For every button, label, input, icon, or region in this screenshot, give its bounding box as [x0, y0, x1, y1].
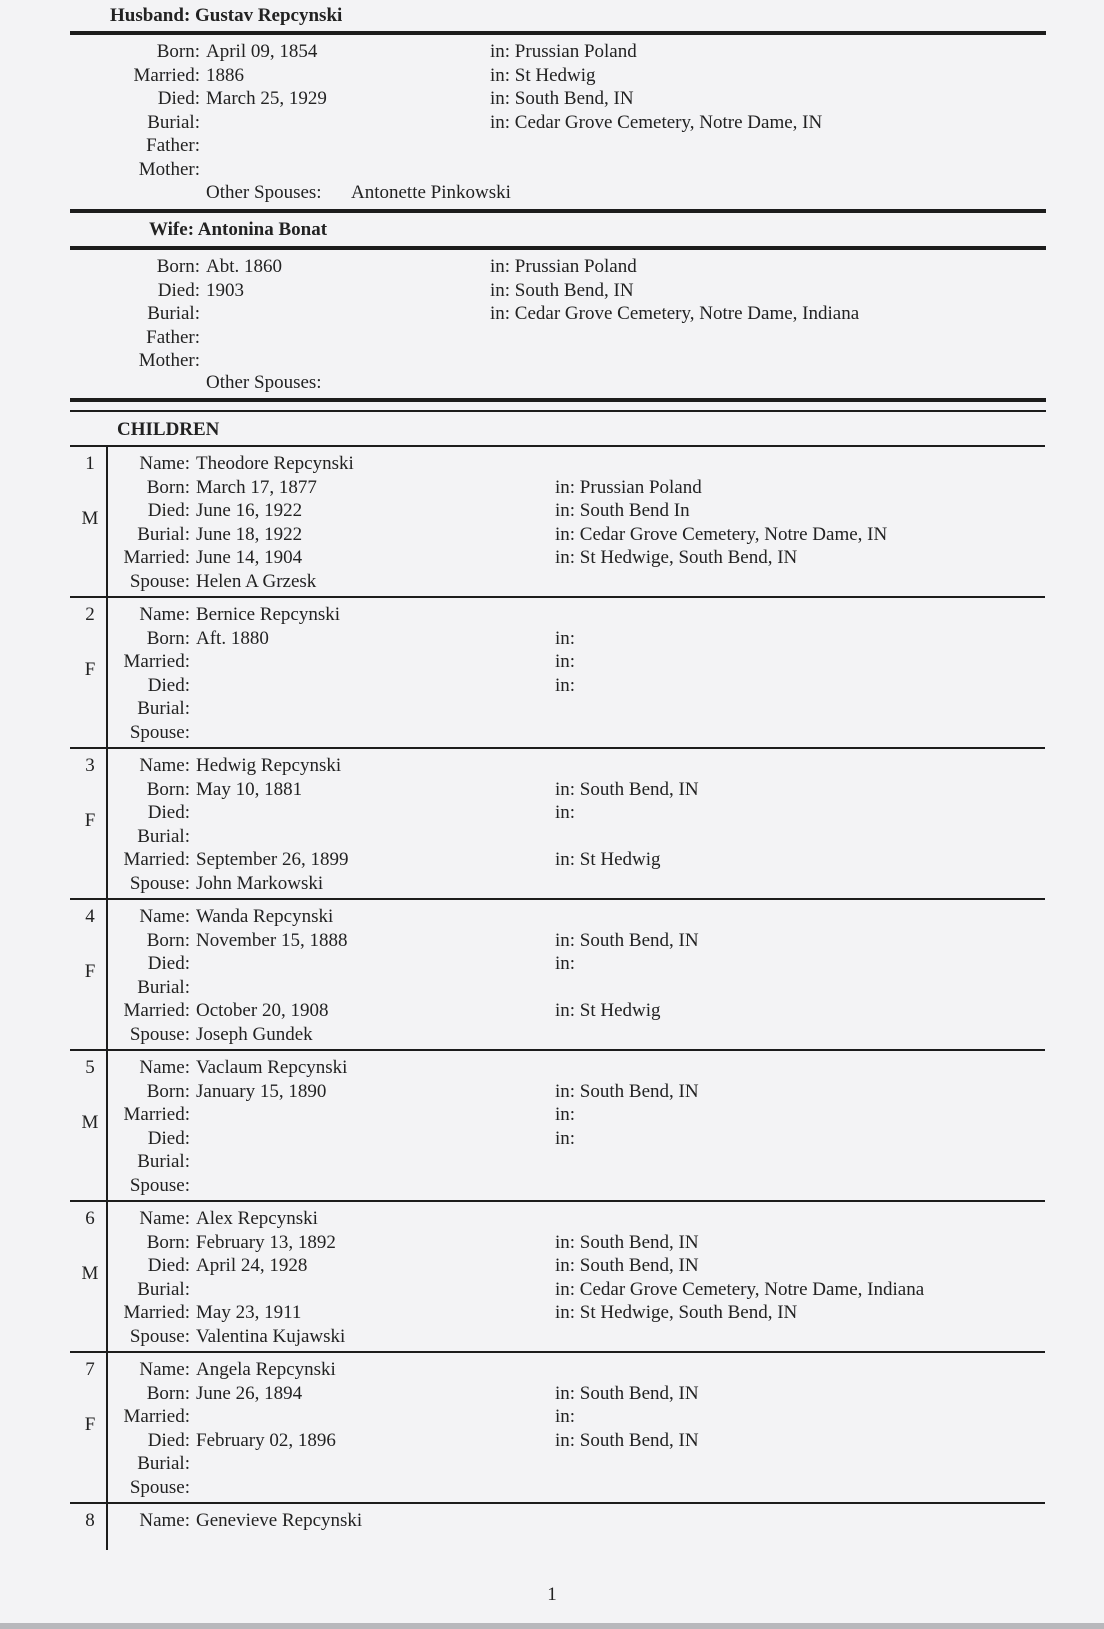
- child-field-label: Burial:: [137, 698, 190, 720]
- child-field-label: Born:: [146, 1382, 190, 1404]
- husband-field-place: in: South Bend, IN: [490, 88, 634, 109]
- child-field-row: [110, 721, 310, 744]
- child-field-row: [110, 976, 310, 999]
- husband-field-row: [120, 134, 320, 157]
- husband-field-row: [120, 111, 320, 134]
- child-field-label: Died:: [147, 953, 190, 975]
- husband-field-row: [120, 87, 327, 110]
- husband-field-value: 1886: [206, 64, 244, 86]
- child-field-place: in: St Hedwig: [555, 849, 661, 871]
- child-field-value: [190, 801, 196, 824]
- child-field-row: [110, 1127, 310, 1150]
- husband-field-value: [200, 134, 206, 157]
- child-field-value: [190, 1278, 196, 1301]
- wife-field-value: 1903: [206, 279, 244, 301]
- child-number: 3: [85, 755, 95, 776]
- child-field-label: Spouse:: [129, 722, 190, 743]
- wife-field-value: Abt. 1860: [206, 256, 282, 277]
- child-field-row: [110, 674, 310, 697]
- wife-field-label: Burial:: [147, 303, 200, 324]
- husband-field-place: in: Prussian Poland: [490, 41, 637, 62]
- child-field-label: Name:: [139, 1057, 190, 1078]
- child-field-row: [110, 952, 310, 975]
- child-field-value: [190, 1127, 196, 1150]
- husband-other-spouses-label: Other Spouses:: [206, 182, 322, 203]
- child-field-row: [110, 570, 317, 593]
- child-field-place: in:: [555, 651, 576, 673]
- child-field-value: June 14, 1904: [196, 547, 303, 569]
- child-sex: F: [84, 810, 96, 831]
- child-field-label: Born:: [146, 476, 190, 498]
- child-field-value: [190, 825, 196, 848]
- child-field-label: Name:: [139, 453, 190, 474]
- child-sex: M: [81, 508, 99, 529]
- husband-field-label: Burial:: [147, 111, 200, 133]
- child-field-row: [110, 1452, 310, 1475]
- child-field-value: Angela Repcynski: [196, 1359, 336, 1380]
- child-field-place: in: South Bend, IN: [555, 778, 699, 800]
- child-separator: [70, 596, 1045, 598]
- child-field-row: [110, 1231, 336, 1254]
- child-field-label: Name:: [139, 755, 190, 776]
- child-field-place: in: Cedar Grove Cemetery, Notre Dame, Indiana: [555, 1278, 925, 1300]
- child-field-place: in: South Bend, IN: [555, 1080, 699, 1102]
- child-field-place: in: Cedar Grove Cemetery, Notre Dame, IN: [555, 523, 888, 545]
- child-field-value: June 16, 1922: [196, 500, 303, 522]
- child-separator: [70, 1049, 1045, 1051]
- child-field-value: [190, 976, 196, 999]
- child-field-row: [110, 848, 349, 871]
- child-field-label: Died:: [147, 1127, 190, 1149]
- child-field-label: Married:: [123, 1000, 190, 1022]
- child-field-place: in: South Bend, IN: [555, 1382, 699, 1404]
- page-bottom-edge: [0, 1623, 1104, 1629]
- child-field-place: in:: [555, 1127, 576, 1149]
- child-field-label: Name:: [139, 1359, 190, 1380]
- child-field-row: [110, 801, 310, 824]
- child-field-row: [110, 452, 354, 475]
- child-field-row: [110, 905, 334, 928]
- child-field-row: [110, 1023, 313, 1046]
- child-field-row: [110, 1080, 327, 1103]
- child-field-place: in:: [555, 1406, 576, 1428]
- child-field-value: Helen A Grzesk: [196, 571, 317, 592]
- child-field-value: Joseph Gundek: [196, 1024, 313, 1045]
- child-field-label: Burial:: [137, 523, 190, 545]
- child-number: 8: [85, 1510, 95, 1531]
- child-field-value: [190, 1174, 196, 1197]
- child-field-label: Died:: [147, 500, 190, 522]
- child-field-label: Born:: [146, 1231, 190, 1253]
- child-field-place: in: St Hedwige, South Bend, IN: [555, 1302, 798, 1324]
- child-field-row: [110, 778, 310, 801]
- child-field-value: September 26, 1899: [196, 849, 349, 871]
- husband-field-row: [120, 40, 320, 63]
- child-separator: [70, 898, 1045, 900]
- wife-field-label: Died:: [157, 279, 200, 301]
- child-field-row: [110, 1278, 310, 1301]
- child-field-value: [190, 1150, 196, 1173]
- child-field-value: John Markowski: [196, 873, 324, 894]
- wife-field-place: in: Cedar Grove Cemetery, Notre Dame, Indiana: [490, 303, 860, 324]
- child-field-label: Died:: [147, 802, 190, 824]
- child-field-label: Married:: [123, 1302, 190, 1324]
- husband-field-place: in: Cedar Grove Cemetery, Notre Dame, IN: [490, 111, 823, 133]
- husband-heading-rule: [70, 31, 1046, 35]
- child-field-label: Died:: [147, 674, 190, 696]
- child-field-row: [110, 523, 310, 546]
- child-field-place: in:: [555, 1104, 576, 1126]
- child-field-row: [110, 697, 310, 720]
- child-field-value: Theodore Repcynski: [196, 453, 354, 474]
- child-field-place: in: South Bend, IN: [555, 1255, 699, 1277]
- child-field-value: [190, 1103, 196, 1126]
- wife-field-row: [120, 279, 320, 302]
- wife-field-row: [120, 326, 320, 349]
- wife-field-label: Born:: [156, 256, 200, 277]
- wife-field-label: Mother:: [138, 350, 200, 371]
- child-field-row: [110, 1476, 310, 1499]
- child-sex: M: [81, 1112, 99, 1133]
- child-number: 1: [85, 453, 95, 474]
- husband-field-row: [120, 158, 320, 181]
- wife-bottom-rule: [70, 398, 1046, 402]
- child-field-value: [190, 697, 196, 720]
- child-field-value: Vaclaum Repcynski: [196, 1057, 348, 1078]
- husband-field-place: in: St Hedwig: [490, 64, 596, 86]
- child-field-value: Valentina Kujawski: [196, 1326, 346, 1347]
- child-field-value: October 20, 1908: [196, 1000, 329, 1022]
- child-field-row: [110, 999, 329, 1022]
- child-field-place: in:: [555, 627, 576, 649]
- child-field-label: Married:: [123, 1406, 190, 1428]
- wife-heading: Wife: Antonina Bonat: [149, 219, 328, 240]
- child-field-row: [110, 476, 317, 499]
- child-field-label: Burial:: [137, 825, 190, 847]
- child-field-value: May 23, 1911: [196, 1302, 302, 1324]
- child-field-row: [110, 1174, 310, 1197]
- child-field-label: Spouse:: [129, 1477, 190, 1498]
- child-number: 5: [85, 1057, 95, 1078]
- child-field-label: Married:: [123, 547, 190, 569]
- child-field-row: [110, 1103, 310, 1126]
- child-field-label: Spouse:: [129, 1175, 190, 1196]
- child-field-label: Born:: [146, 778, 190, 800]
- child-field-value: February 13, 1892: [196, 1231, 336, 1253]
- child-field-value: June 18, 1922: [196, 523, 303, 545]
- children-top-rule: [70, 410, 1046, 412]
- husband-field-label: Father:: [146, 135, 200, 156]
- husband-field-label: Married:: [133, 64, 200, 86]
- husband-heading: Husband: Gustav Repcynski: [110, 5, 343, 26]
- child-field-label: Name:: [139, 906, 190, 927]
- child-field-value: February 02, 1896: [196, 1429, 336, 1451]
- child-field-row: [110, 929, 348, 952]
- child-field-row: [110, 627, 310, 650]
- child-field-label: Spouse:: [129, 571, 190, 592]
- wife-field-value: [200, 349, 206, 372]
- child-separator: [70, 1351, 1045, 1353]
- child-field-row: [110, 1301, 310, 1324]
- child-number: 2: [85, 604, 95, 625]
- child-separator: [70, 1502, 1045, 1504]
- husband-field-value: [200, 111, 206, 134]
- husband-field-label: Mother:: [138, 158, 200, 180]
- wife-field-value: [200, 326, 206, 349]
- child-field-value: [190, 650, 196, 673]
- child-field-place: in:: [555, 802, 576, 824]
- child-field-place: in:: [555, 953, 576, 975]
- child-field-row: [110, 1358, 336, 1381]
- child-field-label: Burial:: [137, 976, 190, 998]
- child-sex: F: [84, 659, 96, 680]
- child-field-value: April 24, 1928: [196, 1255, 308, 1277]
- child-field-value: Hedwig Repcynski: [196, 755, 342, 776]
- child-field-row: [110, 1056, 348, 1079]
- child-field-place: in: Prussian Poland: [555, 476, 702, 498]
- child-separator: [70, 445, 1045, 447]
- child-field-label: Born:: [146, 929, 190, 951]
- child-sex: F: [84, 961, 96, 982]
- children-heading: CHILDREN: [117, 419, 220, 440]
- child-field-place: in:: [555, 674, 576, 696]
- child-field-row: [110, 1150, 310, 1173]
- wife-field-row: [120, 255, 320, 278]
- child-field-label: Married:: [123, 651, 190, 673]
- child-field-place: in: St Hedwig: [555, 1000, 661, 1022]
- wife-heading-rule: [70, 246, 1046, 250]
- page-number: 1: [547, 1584, 557, 1605]
- child-field-label: Name:: [139, 1208, 190, 1229]
- child-field-label: Burial:: [137, 1151, 190, 1173]
- child-field-row: [110, 754, 342, 777]
- husband-field-row: [120, 64, 320, 87]
- child-field-label: Burial:: [137, 1453, 190, 1475]
- child-field-label: Died:: [147, 1429, 190, 1451]
- husband-field-label: Died:: [157, 88, 200, 109]
- child-field-place: in: South Bend, IN: [555, 929, 699, 951]
- husband-field-value: April 09, 1854: [206, 41, 318, 62]
- husband-other-spouses-value: Antonette Pinkowski: [351, 182, 511, 203]
- child-separator: [70, 1200, 1045, 1202]
- child-field-row: [110, 1382, 310, 1405]
- child-field-value: [190, 1476, 196, 1499]
- child-field-value: Bernice Repcynski: [196, 604, 341, 625]
- child-field-label: Born:: [146, 627, 190, 649]
- wife-other-spouses-label: Other Spouses:: [206, 372, 322, 393]
- child-field-label: Burial:: [137, 1278, 190, 1300]
- child-field-value: [190, 1405, 196, 1428]
- child-field-value: June 26, 1894: [196, 1382, 303, 1404]
- child-field-value: [190, 721, 196, 744]
- child-field-label: Spouse:: [129, 873, 190, 894]
- child-field-row: [110, 650, 310, 673]
- child-sex: M: [81, 1263, 99, 1284]
- child-field-place: in: South Bend, IN: [555, 1429, 699, 1451]
- child-field-label: Spouse:: [129, 1024, 190, 1045]
- husband-field-value: [200, 158, 206, 181]
- child-field-row: [110, 1254, 310, 1277]
- child-field-label: Married:: [123, 849, 190, 871]
- husband-field-value: March 25, 1929: [206, 88, 327, 109]
- husband-bottom-rule: [70, 209, 1046, 213]
- child-number: 6: [85, 1208, 95, 1229]
- child-field-row: [110, 1405, 310, 1428]
- child-field-row: [110, 1509, 363, 1532]
- child-field-value: March 17, 1877: [196, 476, 317, 498]
- child-field-place: in: South Bend, IN: [555, 1231, 699, 1253]
- child-field-label: Name:: [139, 1510, 190, 1531]
- child-field-label: Died:: [147, 1255, 190, 1277]
- child-field-row: [110, 499, 310, 522]
- child-field-value: May 10, 1881: [196, 778, 303, 800]
- wife-field-label: Father:: [146, 326, 200, 348]
- wife-field-place: in: Prussian Poland: [490, 256, 637, 277]
- wife-field-row: [120, 302, 320, 325]
- child-field-value: Wanda Repcynski: [196, 906, 334, 927]
- child-field-row: [110, 1429, 336, 1452]
- child-field-value: Alex Repcynski: [196, 1208, 318, 1229]
- child-field-value: Aft. 1880: [196, 627, 269, 649]
- child-number: 4: [85, 906, 95, 927]
- wife-field-value: [200, 302, 206, 325]
- child-field-row: [110, 1325, 346, 1348]
- husband-field-label: Born:: [156, 41, 200, 62]
- child-field-row: [110, 1207, 318, 1230]
- child-field-value: [190, 674, 196, 697]
- child-field-value: Genevieve Repcynski: [196, 1510, 363, 1531]
- child-field-label: Name:: [139, 604, 190, 625]
- child-field-row: [110, 603, 341, 626]
- wife-field-row: [120, 349, 320, 372]
- child-field-value: [190, 1452, 196, 1475]
- child-field-place: in: South Bend In: [555, 500, 690, 522]
- child-field-value: [190, 952, 196, 975]
- child-field-place: in: St Hedwige, South Bend, IN: [555, 547, 798, 569]
- child-field-value: January 15, 1890: [196, 1080, 327, 1102]
- child-field-label: Spouse:: [129, 1326, 190, 1347]
- child-number: 7: [85, 1359, 95, 1380]
- child-field-row: [110, 825, 310, 848]
- child-sex: F: [84, 1414, 96, 1435]
- wife-field-place: in: South Bend, IN: [490, 279, 634, 301]
- child-field-row: [110, 546, 310, 569]
- child-field-row: [110, 872, 324, 895]
- child-field-label: Married:: [123, 1104, 190, 1126]
- child-field-label: Born:: [146, 1080, 190, 1102]
- child-separator: [70, 747, 1045, 749]
- child-field-value: November 15, 1888: [196, 929, 348, 951]
